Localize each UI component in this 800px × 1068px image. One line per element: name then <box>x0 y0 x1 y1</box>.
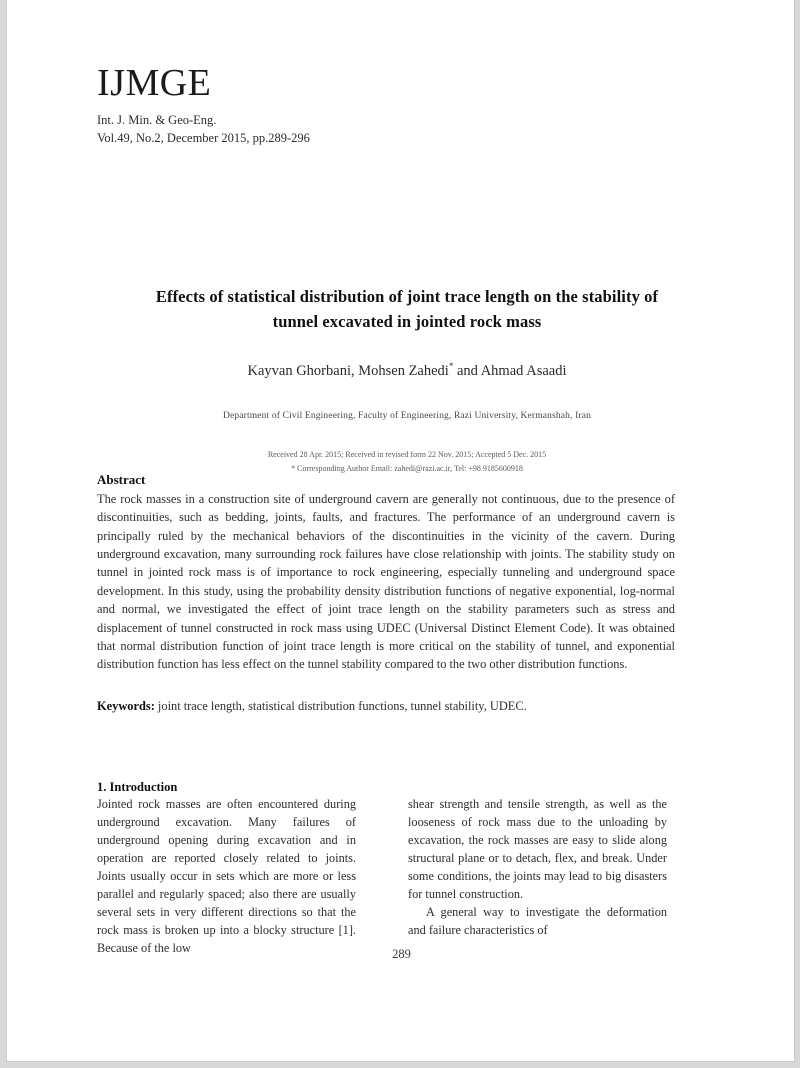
affiliation: Department of Civil Engineering, Faculty of Engineering, Razi University, Kermanshah, Iran <box>223 411 591 422</box>
title-block <box>97 285 717 476</box>
authors-text: Kayvan Ghorbani, Mohsen Zahedi <box>247 362 449 379</box>
received-dates: Received 28 Apr. 2015; Received in revised form 22 Nov. 2015; Accepted 5 Dec. 2015 <box>267 450 547 460</box>
keywords-value: joint trace length, statistical distribution functions, tunnel stability, UDEC. <box>154 698 527 713</box>
abstract-heading: Abstract <box>97 472 146 487</box>
introduction-section <box>97 780 677 958</box>
abstract-section <box>97 472 675 715</box>
keywords-label: Keywords: <box>97 698 155 713</box>
journal-logo: IJMGE <box>97 62 212 104</box>
document-page <box>6 0 795 1062</box>
two-column-body <box>97 796 677 958</box>
intro-paragraph-left: Jointed rock masses are often encountered during underground excavation. Many failures of underground opening during excavation and in operation are reported closely related to joints. Joints usually occur in sets which are more or less parallel and regularly spaced; also there are usually several sets in very different directions so that the rock mass is broken up into a blocky structure [1]. Because of the low <box>97 797 356 955</box>
journal-masthead <box>97 64 310 147</box>
journal-volume-info: Vol.49, No.2, December 2015, pp.289-296 <box>97 131 310 146</box>
introduction-heading: 1. Introduction <box>97 780 178 794</box>
left-column <box>97 796 356 958</box>
intro-paragraph-right-2: A general way to investigate the deformation and failure characteristics of <box>408 904 667 937</box>
author-list <box>97 361 717 380</box>
page-title <box>97 285 717 335</box>
paper-title-line-2: tunnel excavated in jointed rock mass <box>272 311 542 331</box>
right-column <box>408 796 667 958</box>
paper-title-line-1: Effects of statistical distribution of joint trace length on the stability of <box>155 287 659 306</box>
corresponding-author-marker: * <box>448 360 454 371</box>
corresponding-author-contact: * Corresponding Author Email: zahedi@razi.ac.ir, Tel: +98 9185600918 <box>291 464 523 474</box>
keywords-line <box>97 697 675 715</box>
journal-subtitle: Int. J. Min. & Geo-Eng. <box>97 113 217 127</box>
abstract-body: The rock masses in a construction site of underground cavern are generally not continuous, due to the presence of discontinuities, such as bedding, joints, faults, and fractures. The performance of an underground cavern is principally ruled by the mechanical behaviors of the discontinuities in the vicinity of the cavern. During underground excavation, many surrounding rock failures have close relationship with joints. The stability study on tunnel in jointed rock mass is of importance to rock engineering, especially tunneling and underground space development. In this study, using the probability density distribution functions of negative exponential, log-normal and normal, we investigated the effect of joint trace length on the stability parameters such as stress and displacement of tunnel constructed in rock mass using UDEC (Universal Distinct Element Code). It was obtained that normal distribution function of joint trace length is more critical on the stability of tunnel, and exponential distribution function has less effect on the tunnel stability compared to the two other distribution functions. <box>97 492 675 672</box>
authors-text-tail: and Ahmad Asaadi <box>453 362 567 379</box>
page-number: 289 <box>392 947 411 961</box>
intro-paragraph-right-1: shear strength and tensile strength, as well as the looseness of rock mass due to the unloading by excavation, the rock masses are easy to slide along structural plane or to detach, flex, and break. Under some conditions, the joints may lead to big disasters for tunnel construction. <box>408 797 667 901</box>
